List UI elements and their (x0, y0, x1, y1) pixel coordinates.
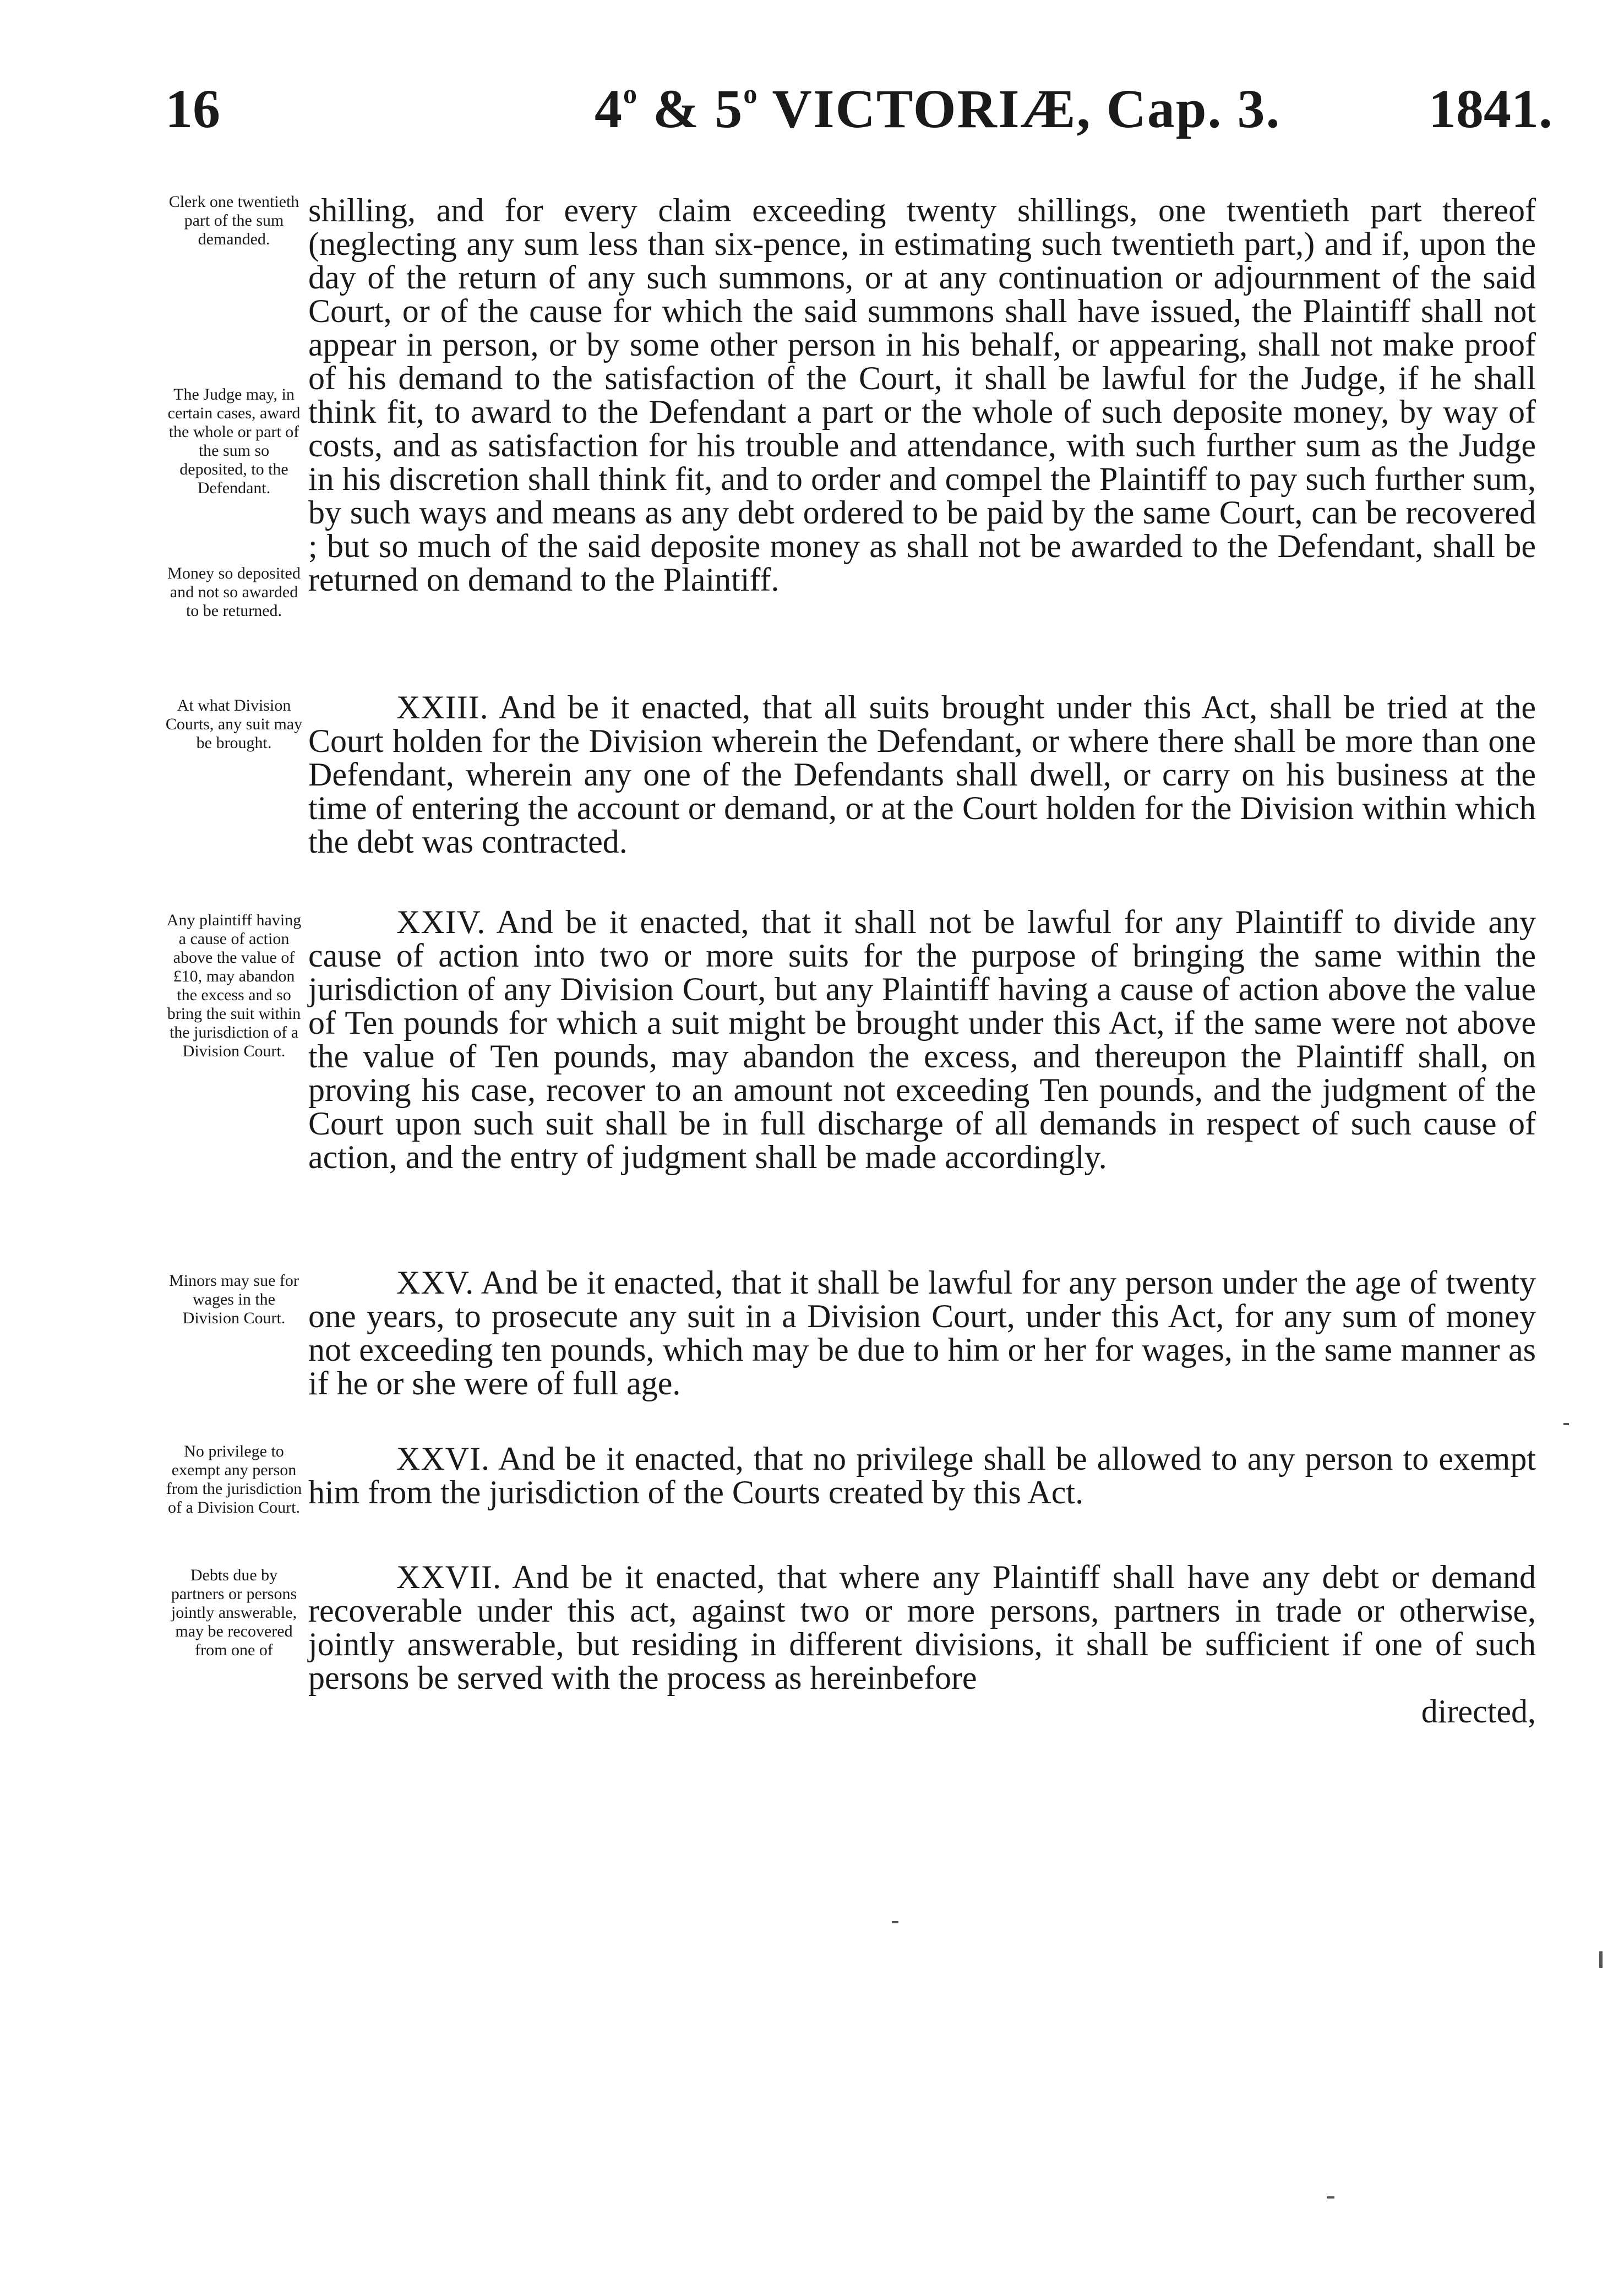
scan-speck (1563, 1423, 1569, 1425)
sidenote-clerk: Clerk one twentieth part of the sum demanded. (168, 193, 299, 248)
section-paragraph (308, 1266, 1536, 1400)
section-text: And be it enacted, that no privilege shall be allowed to any person to exempt him from the jurisdiction of the Courts created by this Act. (308, 1441, 1536, 1510)
title-sup-2: o (743, 78, 759, 109)
section-text: And be it enacted, that it shall be lawful for any person under the age of twenty one years, to prosecute any suit in a Division Court, under this Act, for any sum of money not exceeding ten pounds, which may be due to him or her for wages, in the same manner as if he or she were of full age. (308, 1264, 1536, 1401)
year: 1841. (1429, 78, 1552, 139)
sidenote-privilege: No privilege to exempt any person from the jurisdiction of a Division Court. (166, 1442, 302, 1517)
section-xxvii (308, 1561, 1536, 1728)
sidenote-money: Money so deposited and not so awarded to be returned. (167, 564, 301, 620)
page-header (165, 77, 1552, 165)
section-paragraph (308, 1561, 1536, 1695)
scan-speck (892, 1921, 898, 1923)
page-number: 16 (165, 78, 220, 139)
sidenote-plaintiff: Any plaintiff having a cause of action above the value of £10, may abandon the excess and so bring the suit within the jurisdiction of a Division Court. (166, 911, 302, 1060)
section-number: XXIV. (396, 904, 486, 940)
sidenote-minors: Minors may sue for wages in the Division Court. (169, 1272, 299, 1327)
sidenote-judge: The Judge may, in certain cases, award the whole or part of the sum so deposited, to the Defendant. (167, 385, 301, 497)
section-paragraph (308, 1442, 1536, 1509)
section-number: XXV. (396, 1264, 475, 1301)
catchword: directed, (1421, 1693, 1536, 1730)
section-xxiv (308, 906, 1536, 1174)
section-xxiii (308, 691, 1536, 859)
sidenote-debts: Debts due by partners or persons jointly answerable, may be recovered from one of (171, 1566, 297, 1659)
sidenote-division: At what Division Courts, any suit may be brought. (165, 696, 303, 752)
section-paragraph (308, 691, 1536, 859)
title-sup-1: o (623, 78, 638, 109)
section-paragraph (308, 906, 1536, 1174)
paragraph-text: shilling, and for every claim exceeding twenty shillings, one twentieth part thereof (neglecting any sum less than six-pence, in estimating such twentieth part,) and if, upon the day of the return of any such summons, or at any continuation or adjournment of the said Court, or of the cause for which the said summons shall have issued, the Plaintiff shall not appear in person, or by some other person in his behalf, or appearing, shall not make proof of his demand to the satisfaction of the Court, it shall be lawful for the Judge, if he shall think fit, to award to the Defendant a part or the whole of such deposite money, by way of costs, and as satisfaction for his trouble and attendance, with such further sum as the Judge in his discretion shall think fit, and to order and compel the Plaintiff to pay such further sum, by such ways and means as any debt ordered to be paid by the same Court, can be recovered ; but so much of the said deposite money as shall not be awarded to the Defendant, shall be returned on demand to the Plaintiff. (308, 192, 1536, 598)
title-part-2: & 5 (638, 78, 744, 139)
title-part-3: VICTORIÆ, Cap. 3. (758, 78, 1281, 139)
section-xxvi (308, 1442, 1536, 1509)
paragraph-continuation (308, 194, 1536, 597)
title-part-1: 4 (595, 78, 623, 139)
running-title (595, 77, 1281, 140)
section-text: And be it enacted, that where any Plaintiff shall have any debt or demand recoverable under this act, against two or more persons, partners in trade or otherwise, jointly answerable, but residing in different divisions, it shall be sufficient if one of such persons be served with the process as hereinbefore (308, 1559, 1536, 1696)
section-number: XXVI. (396, 1441, 490, 1477)
scan-speck (1599, 1951, 1603, 1968)
section-text: And be it enacted, that all suits brought under this Act, shall be tried at the Court holden for the Division wherein the Defendant, or where there shall be more than one Defendant, wherein any one of the Defendants shall dwell, or carry on his business at the time of entering the account or demand, or at the Court holden for the Division within which the debt was contracted. (308, 689, 1536, 860)
section-text: And be it enacted, that it shall not be lawful for any Plaintiff to divide any cause of action into two or more suits for the purpose of bringing the same within the jurisdiction of any Division Court, but any Plaintiff having a cause of action above the value of Ten pounds for which a suit might be brought under this Act, if the same were not above the value of Ten pounds, may abandon the excess, and thereupon the Plaintiff shall, on proving his case, recover to an amount not exceeding Ten pounds, and the judgment of the Court upon such suit shall be in full discharge of all demands in respect of such cause of action, and the entry of judgment shall be made accordingly. (308, 904, 1536, 1175)
section-xxv (308, 1266, 1536, 1400)
section-number: XXVII. (396, 1559, 502, 1595)
scan-speck (1327, 2196, 1334, 2199)
section-number: XXIII. (396, 689, 489, 726)
